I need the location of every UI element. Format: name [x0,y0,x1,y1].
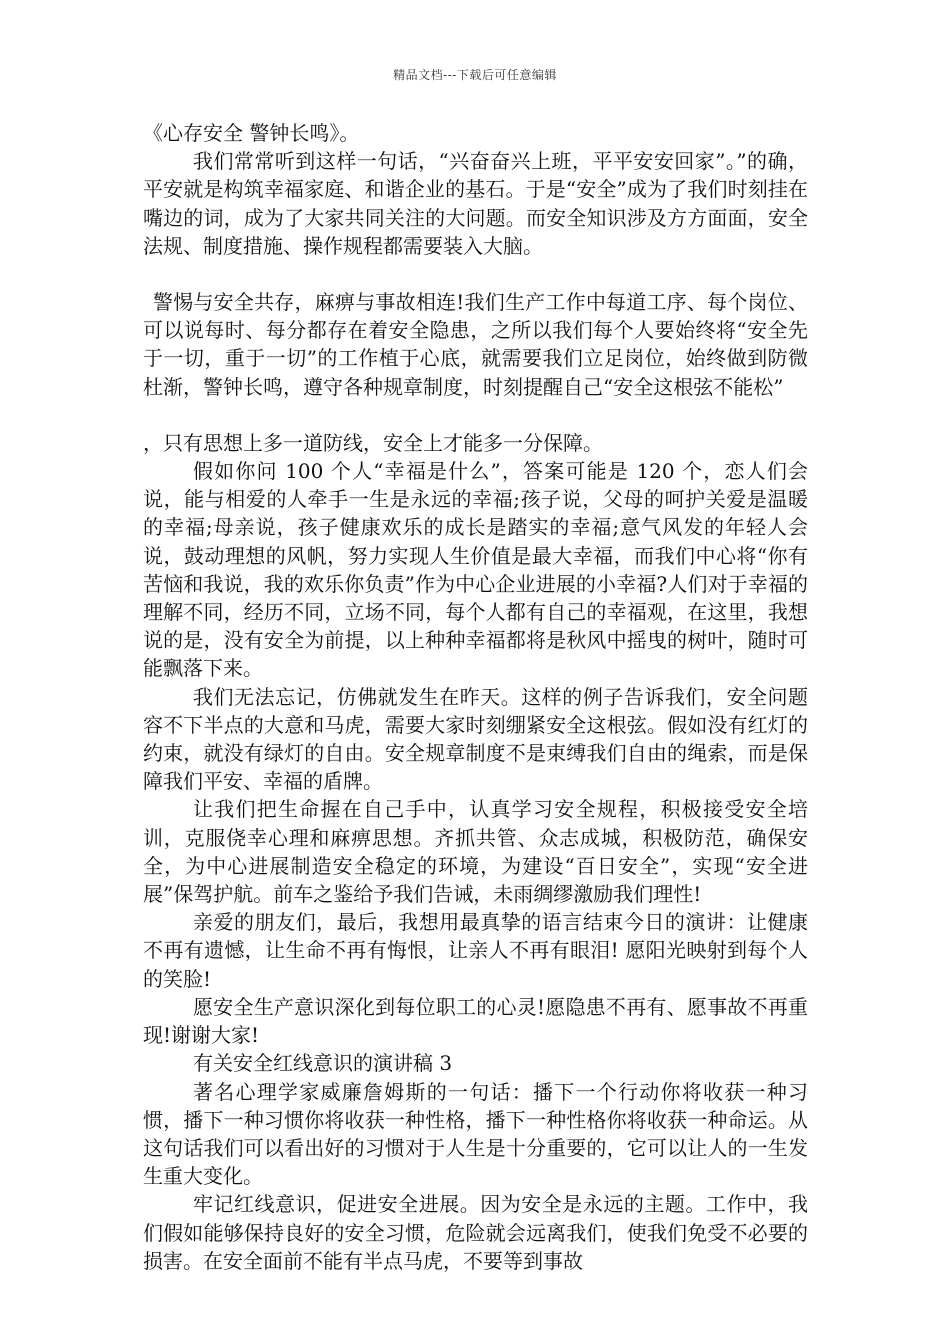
paragraph: 亲爱的朋友们，最后，我想用最真挚的语言结束今日的演讲：让健康不再有遗憾，让生命不再有悔恨，让亲人不再有眼泪! 愿阳光映射到每个人的笑脸! [143,910,808,991]
paragraph-gap [143,401,808,429]
paragraph-gap [143,260,808,288]
paragraph: 假如你问 100 个人“幸福是什么”，答案可能是 120 个，恋人们会说，能与相爱的人牵手一生是永远的幸福;孩子说，父母的呵护关爱是温暖的幸福;母亲说，孩子健康欢乐的成长是踏实的幸福;意气风发的年轻人会说，鼓动理想的风帆，努力实现人生价值是最大幸福，而我们中心将“你有苦恼和我说，我的欢乐你负责”作为中心企业进展的小幸福?人们对于幸福的理解不同，经历不同，立场不同，每个人都有自己的幸福观，在这里，我想说的是，没有安全为前提，以上种种幸福都将是秋风中摇曳的树叶，随时可能飘落下来。 [143,459,808,681]
paragraph: 让我们把生命握在自己手中，认真学习安全规程，积极接受安全培训，克服侥幸心理和麻痹思想。齐抓共管、众志成城，积极防范，确保安全，为中心进展制造安全稳定的环境，为建设“百日安全”，实现“安全进展”保驾护航。前车之鉴给予我们告诫，未雨绸缪激励我们理性! [143,797,808,907]
page-header: 精品文档---下载后可任意编辑 [393,68,557,82]
document-body [143,119,808,1275]
paragraph: 警惕与安全共存，麻痹与事故相连!我们生产工作中每道工序、每个岗位、可以说每时、每分都存在着安全隐患，之所以我们每个人要始终将“安全先于一切，重于一切”的工作植于心底，就需要我们立足岗位，始终做到防微杜渐，警钟长鸣，遵守各种规章制度，时刻提醒自己“安全这根弦不能松” [143,290,808,399]
section-heading: 有关安全红线意识的演讲稿 3 [193,1051,453,1076]
paragraph: 我们无法忘记，仿佛就发生在昨天。这样的例子告诉我们，安全问题容不下半点的大意和马虎，需要大家时刻绷紧安全这根弦。假如没有红灯的约束，就没有绿灯的自由。安全规章制度不是束缚我们自由的绳索，而是保障我们平安、幸福的盾牌。 [143,684,808,794]
paragraph: 我们常常听到这样一句话，“兴奋奋兴上班，平平安安回家”。”的确，平安就是构筑幸福家庭、和谐企业的基石。于是“安全”成为了我们时刻挂在嘴边的词，成为了大家共同关注的大问题。而安全知识涉及方方面面，安全法规、制度措施、操作规程都需要装入大脑。 [143,149,808,258]
paragraph: 愿安全生产意识深化到每位职工的心灵!愿隐患不再有、愿事故不再重现!谢谢大家! [143,994,808,1048]
document-title-line: 《心存安全 警钟长鸣》。 [143,121,360,145]
paragraph: 著名心理学家威廉詹姆斯的一句话：播下一个行动你将收获一种习惯，播下一种习惯你将收获一种性格，播下一种性格你将收获一种命运。从这句话我们可以看出好的习惯对于人生是十分重要的，它可以让人的一生发生重大变化。 [143,1079,808,1189]
paragraph: ，只有思想上多一道防线，安全上才能多一分保障。 [143,430,603,455]
paragraph: 牢记红线意识，促进安全进展。因为安全是永远的主题。工作中，我们假如能够保持良好的安全习惯，危险就会远离我们，使我们免受不必要的损害。在安全面前不能有半点马虎，不要等到事故 [143,1192,808,1273]
